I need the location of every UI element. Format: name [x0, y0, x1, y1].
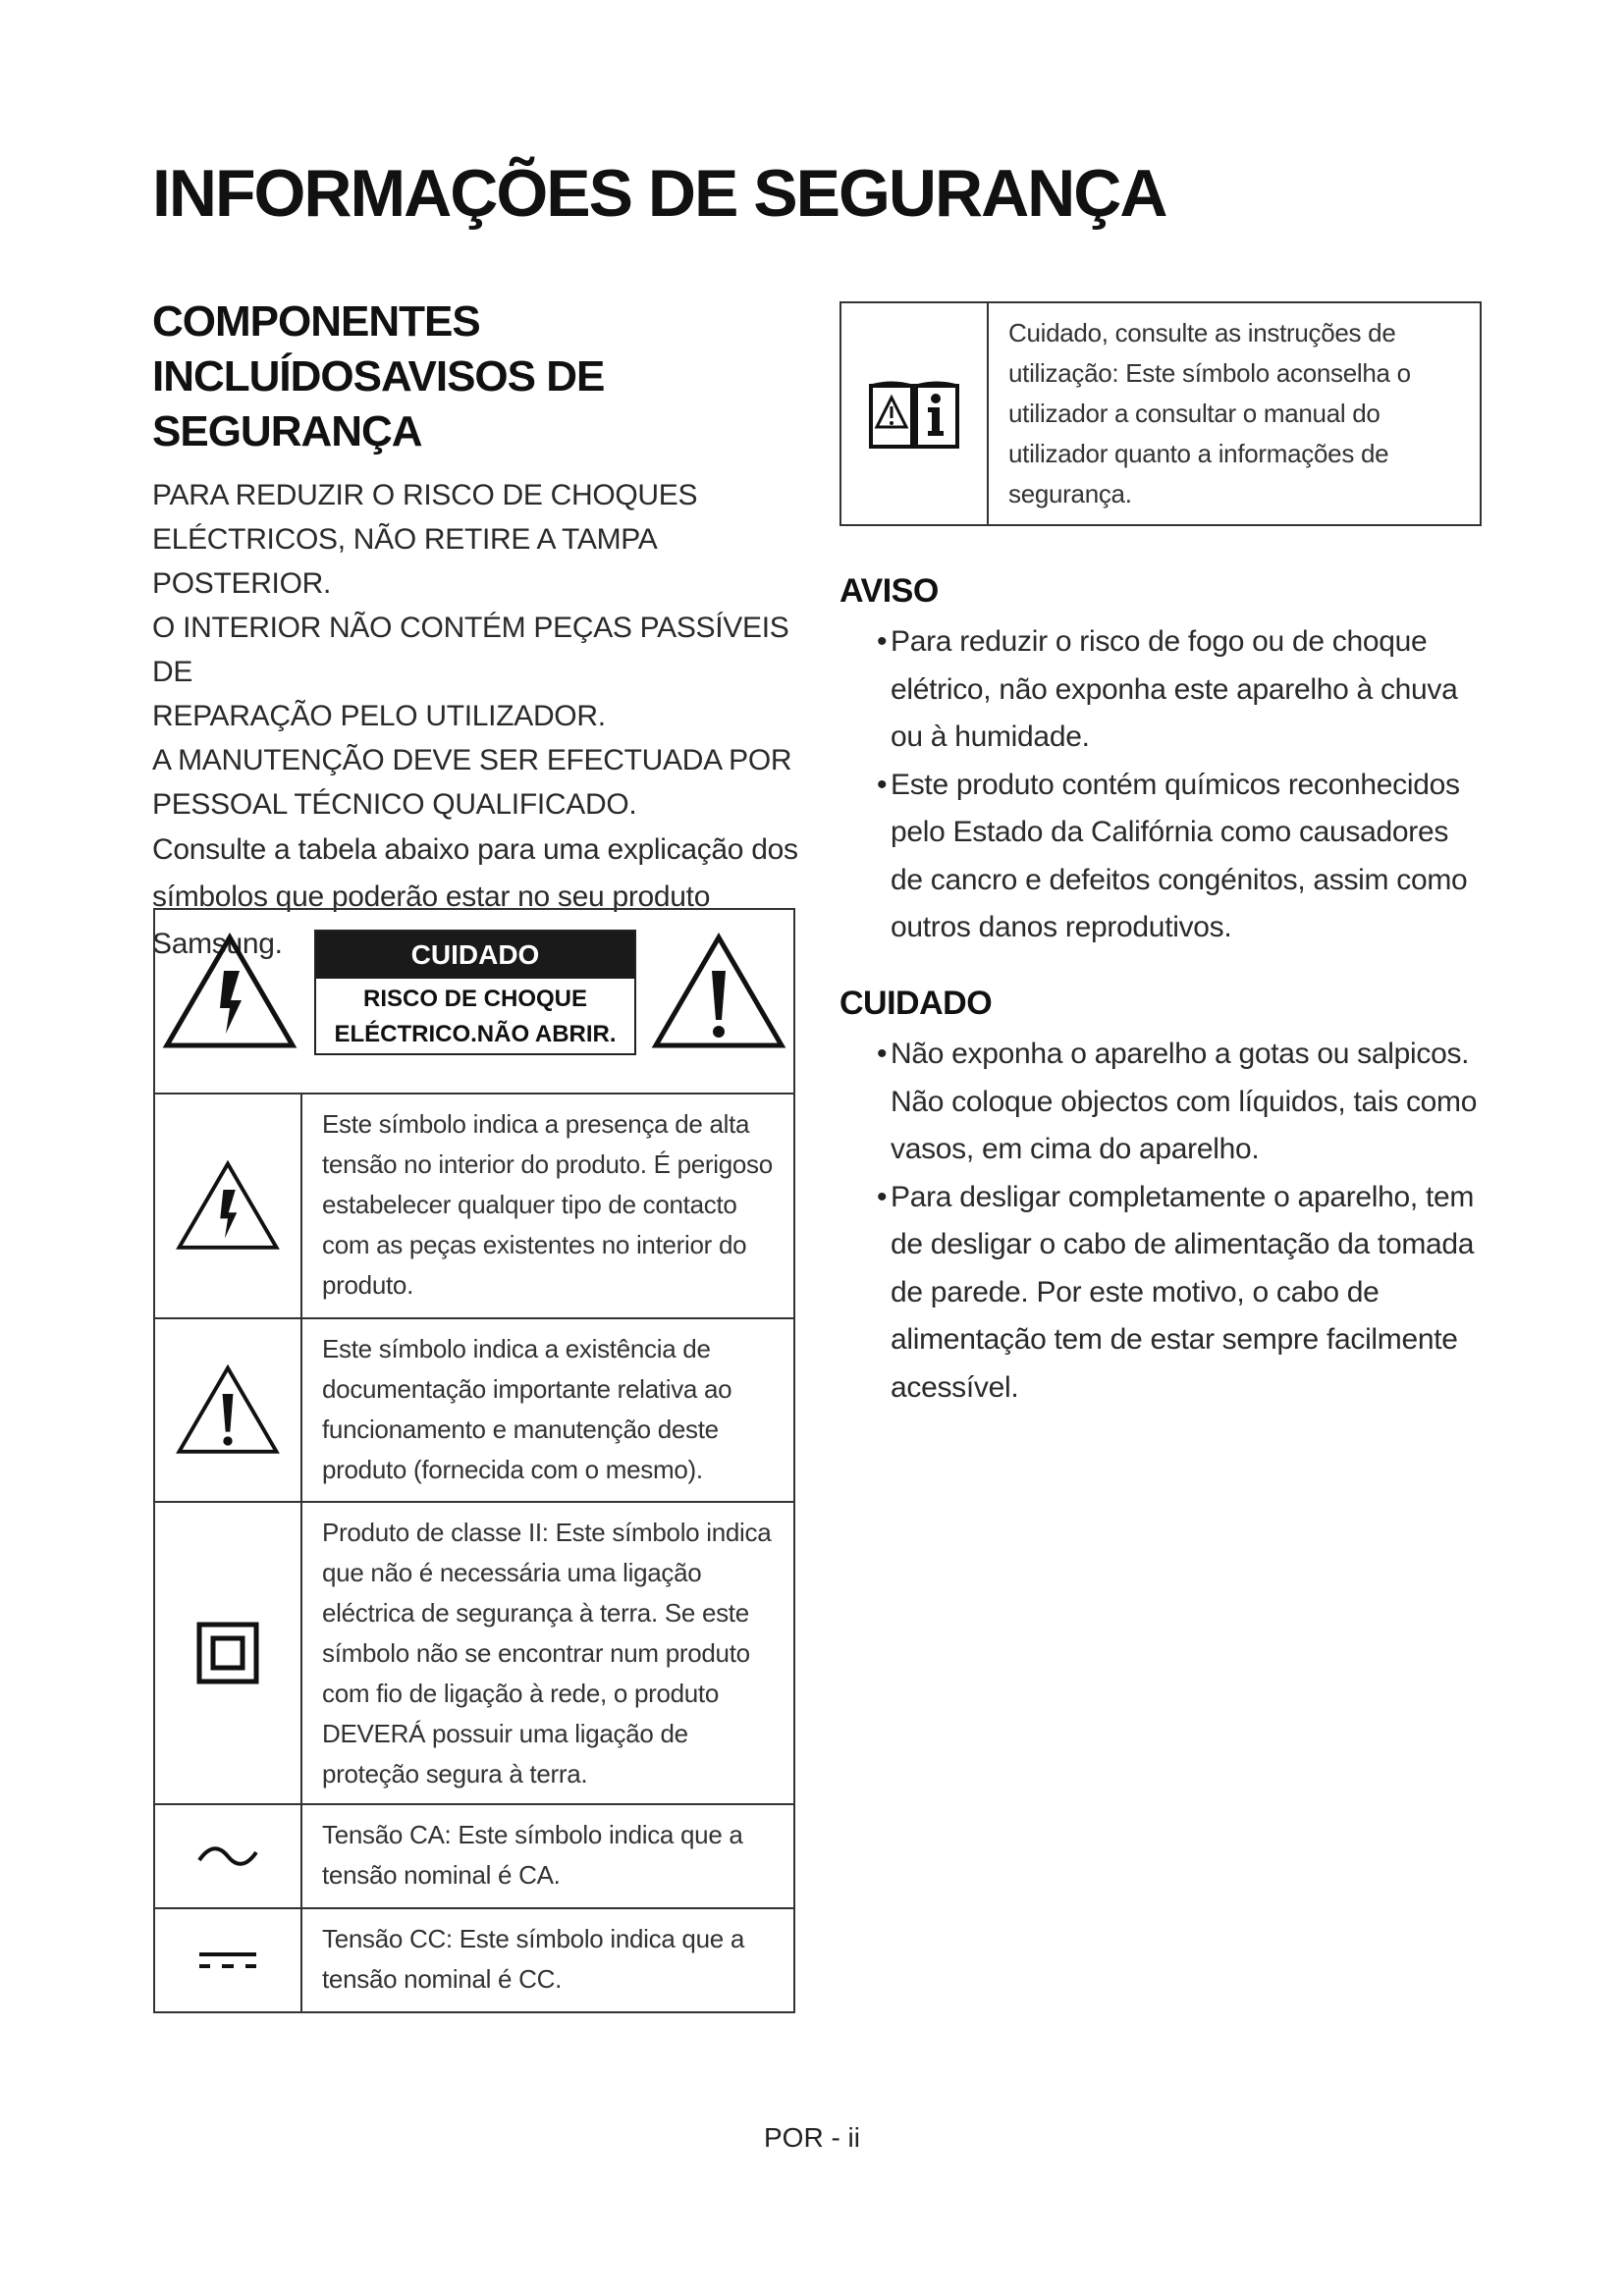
- symbol-description: Tensão CC: Este símbolo indica que a tensão nominal é CC.: [322, 1924, 744, 1994]
- symbol-table: [153, 908, 795, 2013]
- list-item: • Para desligar completamente o aparelho, tem de desligar o cabo de alimentação da tomada de parede. Por este motivo, o cabo de alimentação tem de estar sempre facilmente acessível.: [839, 1174, 1488, 1413]
- cuidado-list: [839, 1031, 1488, 1412]
- symbol-row: [155, 1503, 793, 1805]
- lightning-triangle-icon: [155, 1095, 302, 1317]
- list-item: • Para reduzir o risco de fogo ou de choque elétrico, não exponha este aparelho à chuva ou à humidade.: [839, 618, 1488, 762]
- page-number: POR - ii: [764, 2122, 860, 2153]
- list-item: • Não exponha o aparelho a gotas ou salpicos. Não coloque objectos com líquidos, tais como vasos, em cima do aparelho.: [839, 1031, 1488, 1174]
- caps-line: A MANUTENÇÃO DEVE SER EFECTUADA POR: [152, 744, 792, 776]
- caps-line: ELÉCTRICOS, NÃO RETIRE A TAMPA POSTERIOR.: [152, 523, 656, 600]
- caution-label-header: CUIDADO: [316, 932, 634, 979]
- caution-label-line: RISCO DE CHOQUE: [362, 986, 588, 1012]
- left-column: [152, 294, 800, 968]
- aviso-list: [839, 618, 1488, 952]
- symbol-description: Este símbolo indica a presença de alta tensão no interior do produto. É perigoso estabelecer qualquer tipo de contacto com as peças existentes no interior do produto.: [322, 1109, 773, 1300]
- symbol-description: Este símbolo indica a existência de documentação importante relativa ao funcionamento e manutenção deste produto (fornecida com o mesmo).: [322, 1334, 732, 1484]
- symbol-row: [155, 1805, 793, 1909]
- exclamation-triangle-icon: [650, 932, 787, 1058]
- ac-wave-icon: [155, 1805, 302, 1907]
- caution-label: [314, 930, 636, 1055]
- section-heading: COMPONENTES INCLUÍDOSAVISOS DE SEGURANÇA: [152, 297, 605, 455]
- caution-label-row: [155, 910, 793, 1095]
- lightning-triangle-icon: [161, 932, 298, 1058]
- caps-line: O INTERIOR NÃO CONTÉM PEÇAS PASSÍVEIS DE: [152, 612, 789, 688]
- manual-info-text: Cuidado, consulte as instruções de utilização: Este símbolo aconselha o utilizador a consultar o manual do utilizador quanto a informações de segurança.: [1008, 318, 1411, 508]
- list-item: • Este produto contém químicos reconhecidos pelo Estado da Califórnia como causadores de cancro e defeitos congénitos, assim como outros danos reprodutivos.: [839, 762, 1488, 952]
- symbol-description: Produto de classe II: Este símbolo indica que não é necessária uma ligação eléctrica de segurança à terra. Se este símbolo não se encontrar num produto com fio de ligação à rede, o produto DEVERÁ possuir uma ligação de proteção segura à terra.: [322, 1518, 772, 1789]
- intro-paragraph: Consulte a tabela abaixo para uma explicação dos símbolos que poderão estar no seu produto Samsung.: [152, 833, 798, 960]
- dc-lines-icon: [155, 1909, 302, 2011]
- page-title: INFORMAÇÕES DE SEGURANÇA: [152, 156, 1166, 231]
- caps-line: REPARAÇÃO PELO UTILIZADOR.: [152, 700, 606, 732]
- aviso-heading: AVISO: [839, 572, 939, 610]
- exclamation-triangle-icon: [155, 1319, 302, 1501]
- caps-line: PARA REDUZIR O RISCO DE CHOQUES: [152, 479, 698, 511]
- symbol-row: [155, 1095, 793, 1319]
- cuidado-heading: CUIDADO: [839, 985, 993, 1022]
- symbol-row: [155, 1909, 793, 2011]
- warning-caps-text: [152, 473, 800, 827]
- caution-label-line: ELÉCTRICO.NÃO ABRIR.: [334, 1021, 617, 1047]
- manual-info-box: [839, 301, 1482, 526]
- symbol-description: Tensão CA: Este símbolo indica que a tensão nominal é CA.: [322, 1820, 743, 1890]
- symbol-row: [155, 1319, 793, 1503]
- caps-line: PESSOAL TÉCNICO QUALIFICADO.: [152, 788, 637, 821]
- aviso-section: [839, 569, 1488, 952]
- manual-info-icon: [841, 303, 989, 524]
- cuidado-section: [839, 982, 1488, 1412]
- double-square-icon: [155, 1503, 302, 1803]
